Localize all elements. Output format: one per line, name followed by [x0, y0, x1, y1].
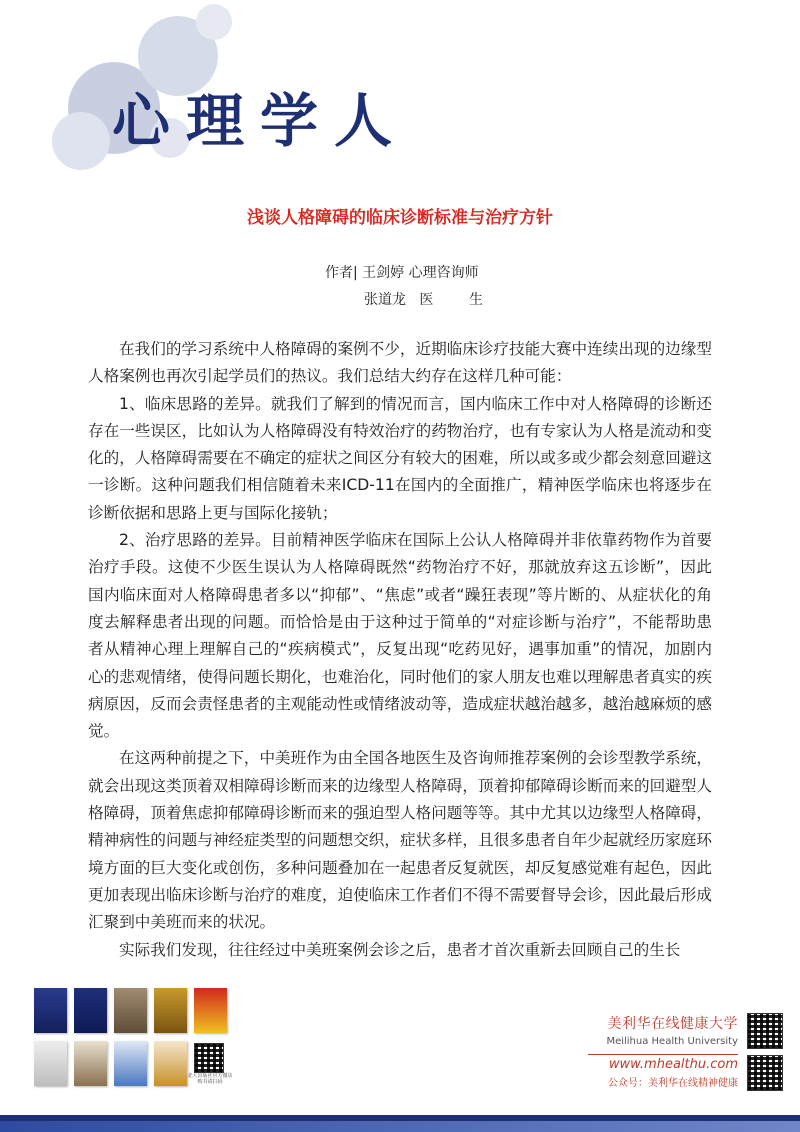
- footer-bar: [0, 1115, 800, 1132]
- brand-logo-text: 心理学人: [112, 87, 409, 155]
- article-title: 浅谈人格障碍的临床诊断标准与治疗方针: [247, 208, 553, 228]
- book-cover: [194, 988, 227, 1033]
- university-info: [606, 1013, 738, 1089]
- book-cover: [154, 988, 187, 1033]
- author-line: 作者| 王剑婷 心理咨询师: [325, 265, 479, 281]
- paragraph: 1、临床思路的差异。就我们了解到的情况而言，国内临床工作中对人格障碍的诊断还存在一些误区，比如认为人格障碍没有特效治疗的药物治疗，也有专家认为人格是流动和变化的，人格障碍需要在不确定的症状之间区分有较大的困难，所以或多或少都会刻意回避这一诊断。这种问题我们相信随着未来ICD-11在国内的全面推广，精神医学临床也将逐步在诊断依据和思路上更与国际化接轨；: [88, 394, 712, 522]
- qr-code-icon[interactable]: [747, 1013, 783, 1049]
- paragraph: 2、治疗思路的差异。目前精神医学临床在国际上公认人格障碍并非依靠药物作为首要治疗手段。这使不少医生误认为人格障碍既然“药物治疗不好，那就放弃这五诊断”，因此国内临床面对人格障碍患者多以“抑郁”、“焦虑”或者“躁狂表现”等片断的、从症状化的角度去解释患者出现的问题。而恰恰是由于这种过于简单的“对症诊断与治疗”，不能帮助患者从精神心理上理解自己的“疾病模式”，反复出现“吃药见好，遇事加重”的情况，加剧内心的悲观情绪，使得问题长期化，也难治化，同时他们的家人朋友也难以理解患者真实的疾病原因，反而会责怪患者的主观能动性或情绪波动等，造成症状越治越多，越治越麻烦的感觉。: [88, 531, 712, 741]
- paragraph: 在我们的学习系统中人格障碍的案例不少，近期临床诊疗技能大赛中连续出现的边缘型人格案例也再次引起学员们的热议。我们总结大约存在这样几种可能：: [88, 340, 712, 386]
- qr-code-icon[interactable]: [194, 1043, 224, 1073]
- book-cover: [34, 988, 67, 1033]
- paragraph: 实际我们发现，往往经过中美班案例会诊之后，患者才首次重新去回顾自己的生长: [119, 940, 681, 959]
- divider: [588, 1054, 738, 1055]
- book-cover: [74, 988, 107, 1033]
- book-cover: [34, 1041, 67, 1086]
- university-name-cn: 美利华在线健康大学: [607, 1016, 738, 1032]
- qr-caption: 北大出版社官方微店 购书请扫码: [187, 1073, 233, 1085]
- wechat-account: 公众号：美利华在线精神健康: [608, 1078, 738, 1089]
- book-cover: [114, 988, 147, 1033]
- book-cover: [114, 1041, 147, 1086]
- university-name-en: Meilihua Health University: [606, 1036, 738, 1047]
- decorative-circle: [52, 112, 110, 170]
- website-link[interactable]: www.mhealthu.com: [608, 1057, 738, 1072]
- qr-code-icon[interactable]: [747, 1055, 783, 1091]
- article-body: [88, 336, 712, 964]
- book-cover: [154, 1041, 187, 1086]
- book-cover: [74, 1041, 107, 1086]
- decorative-circle: [196, 4, 232, 40]
- author-line: 张道龙 医 生: [364, 292, 483, 308]
- paragraph: 在这两种前提之下，中美班作为由全国各地医生及咨询师推荐案例的会诊型教学系统，就会出现这类顶着双相障碍诊断而来的边缘型人格障碍，顶着抑郁障碍诊断而来的回避型人格障碍，顶着焦虑抑郁障碍诊断而来的强迫型人格问题等等。其中尤其以边缘型人格障碍，精神病性的问题与神经症类型的问题想交织，症状多样，且很多患者自年少起就经历家庭环境方面的巨大变化或创伤，多种问题叠加在一起患者反复就医，却反复感觉难有起色，因此更加表现出临床诊断与治疗的难度，迫使临床工作者们不得不需要督导会诊，因此最后形成汇聚到中美班而来的状况。: [88, 749, 712, 932]
